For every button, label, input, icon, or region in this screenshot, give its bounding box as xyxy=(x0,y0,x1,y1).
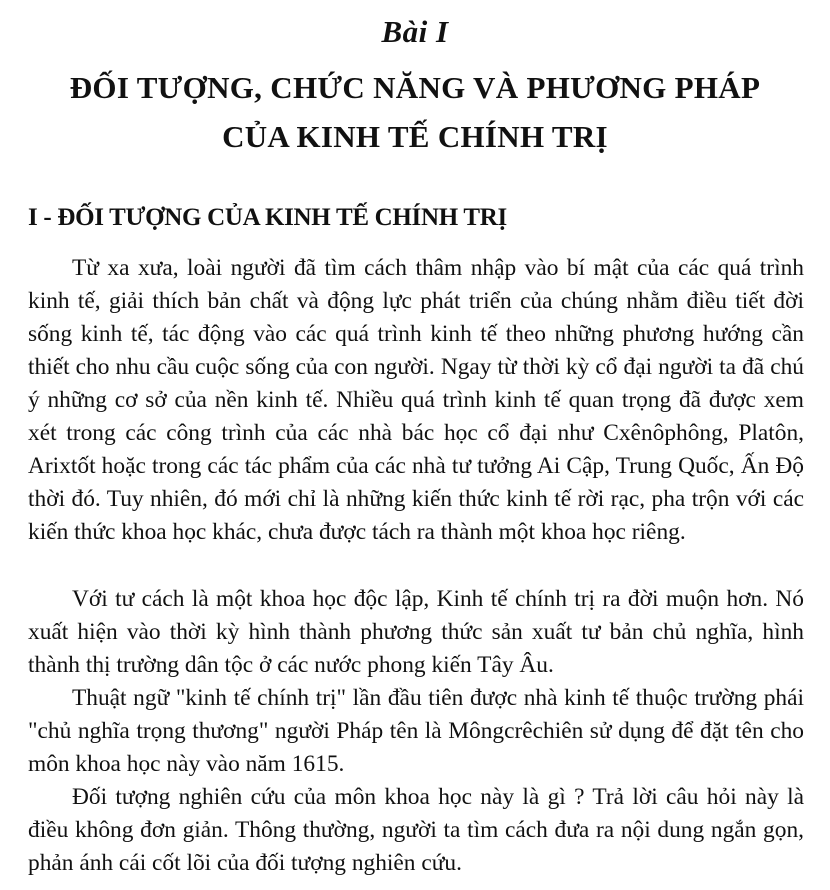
section-heading: I - ĐỐI TƯỢNG CỦA KINH TẾ CHÍNH TRỊ xyxy=(28,204,507,231)
title-line-2: CỦA KINH TẾ CHÍNH TRỊ xyxy=(222,119,608,154)
title-line-1: ĐỐI TƯỢNG, CHỨC NĂNG VÀ PHƯƠNG PHÁP xyxy=(69,70,761,105)
paragraph-1: Từ xa xưa, loài người đã tìm cách thâm nhập vào bí mật của các quá trình kinh tế, giải thích bản chất và động lực phát triển của chúng nhằm điều tiết đời sống kinh tế, tác động vào các quá trình kinh tế theo những phương hướng cần thiết cho nhu cầu cuộc sống của con người. Ngay từ thời kỳ cổ đại người ta đã chú ý những cơ sở của nền kinh tế. Nhiều quá trình kinh tế quan trọng đã được xem xét trong các công trình của các nhà bác học cổ đại như Cxênôphông, Platôn, Arixtốt hoặc trong các tác phẩm của các nhà tư tưởng Ai Cập, Trung Quốc, Ấn Độ thời đó. Tuy nhiên, đó mới chỉ là những kiến thức kinh tế rời rạc, pha trộn với các kiến thức khoa học khác, chưa được tách ra thành một khoa học riêng. xyxy=(28,255,804,545)
paragraph-4: Đối tượng nghiên cứu của môn khoa học này là gì ? Trả lời câu hỏi này là điều không đơn giản. Thông thường, người ta tìm cách đưa ra nội dung ngắn gọn, phản ánh cái cốt lõi của đối tượng nghiên cứu. xyxy=(28,784,804,876)
paragraph-3: Thuật ngữ "kinh tế chính trị" lần đầu tiên được nhà kinh tế thuộc trường phái "chủ nghĩa trọng thương" người Pháp tên là Môngcrêchiên sử dụng để đặt tên cho môn khoa học này vào năm 1615. xyxy=(28,685,804,777)
lesson-label: Bài I xyxy=(381,14,449,49)
paragraph-2: Với tư cách là một khoa học độc lập, Kinh tế chính trị ra đời muộn hơn. Nó xuất hiện vào thời kỳ hình thành phương thức sản xuất tư bản chủ nghĩa, hình thành thị trường dân tộc ở các nước phong kiến Tây Âu. xyxy=(28,586,804,678)
